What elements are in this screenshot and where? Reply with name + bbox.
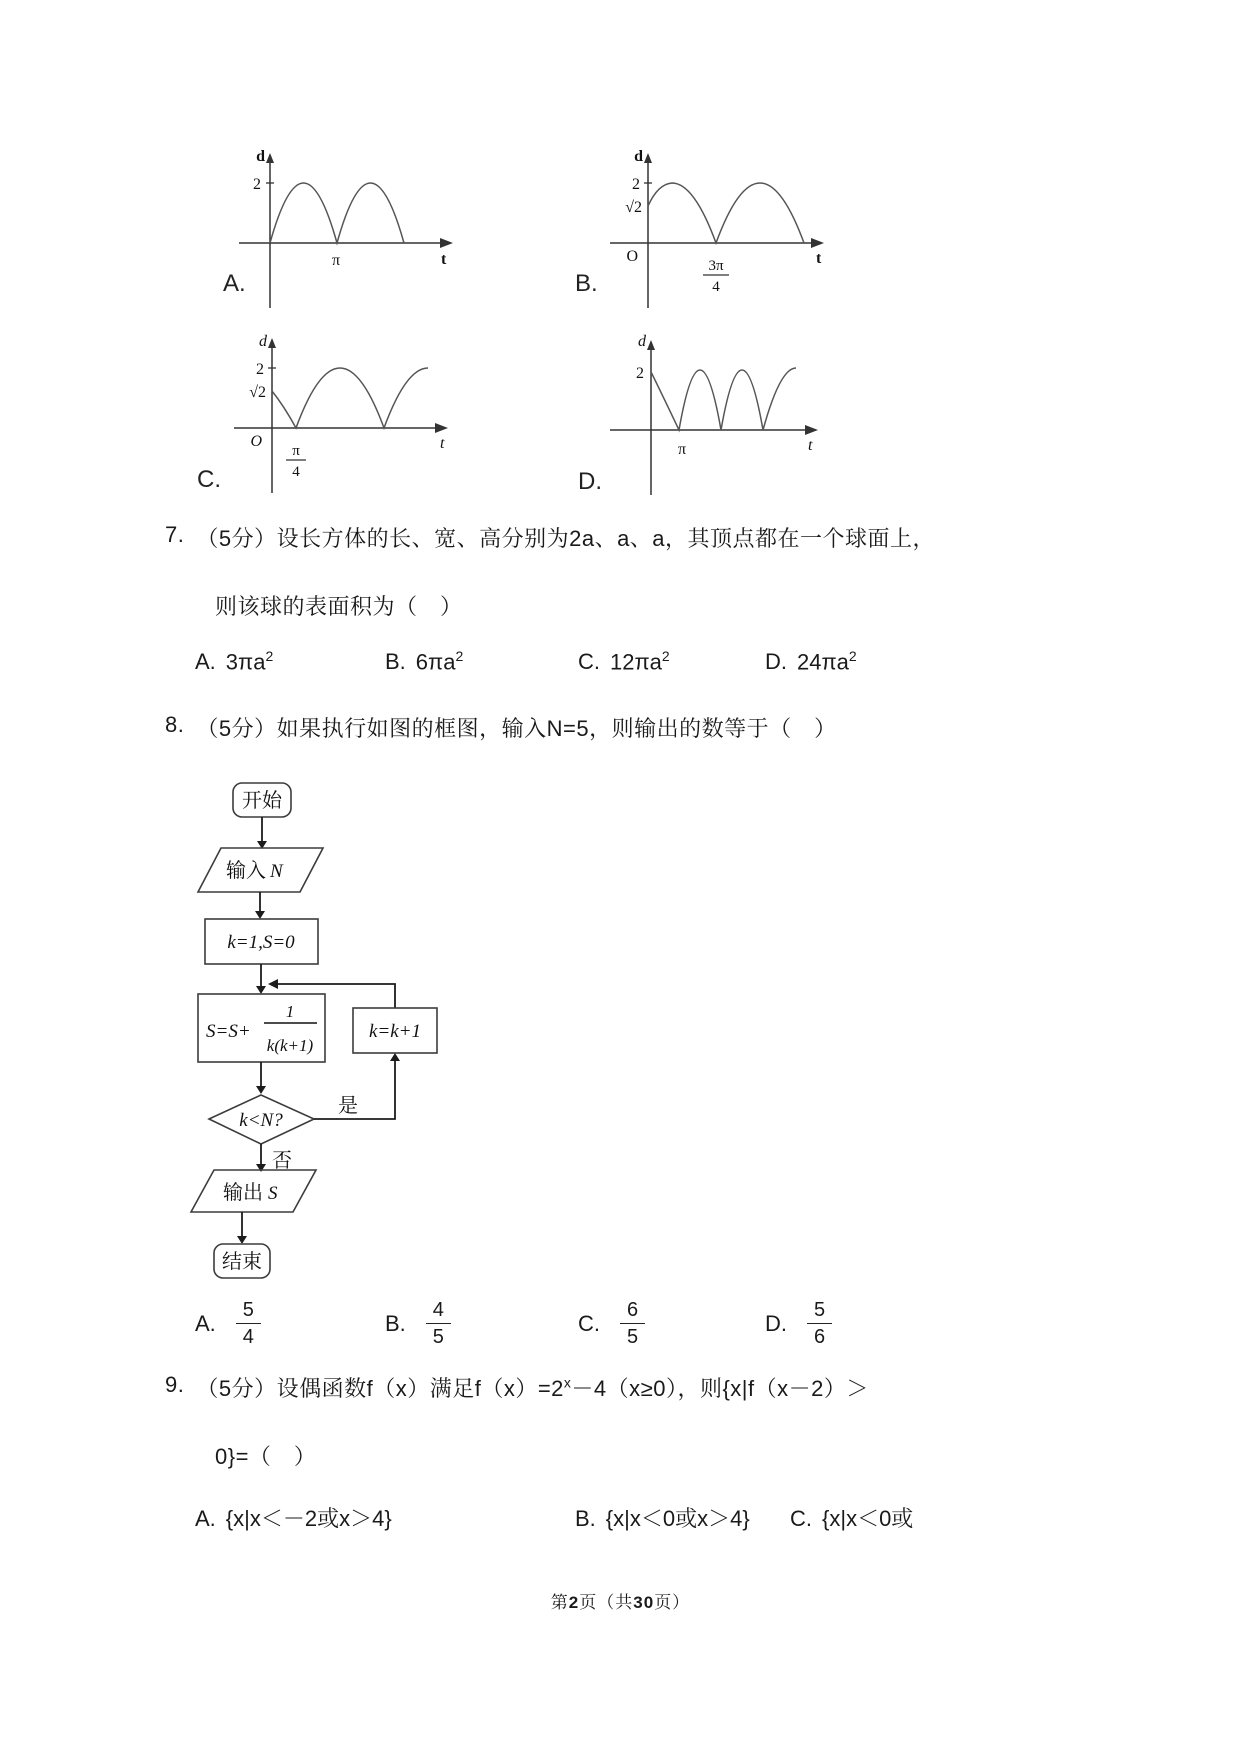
q8-text: （5分）如果执行如图的框图，输入N=5，则输出的数等于（ ） — [196, 716, 837, 741]
q9-number: 9. — [165, 1372, 185, 1397]
graph-d-xtick: π — [677, 441, 687, 458]
graph-a-letter: A. — [223, 270, 246, 297]
flow-acc-numerator: 1 — [285, 1002, 295, 1021]
graph-b-xlabel: t — [816, 250, 822, 267]
graph-b-intercept: √2 — [625, 199, 642, 216]
q8-number: 8. — [165, 712, 185, 737]
q7-line1 — [165, 522, 935, 553]
q8-line — [165, 712, 837, 743]
graph-a-xtick: π — [331, 252, 341, 269]
graph-a-xlabel: t — [441, 251, 447, 268]
q9-line1 — [165, 1372, 869, 1403]
q9-line2: 0}=（ ） — [215, 1444, 317, 1469]
graph-c-xlabel: t — [440, 435, 445, 452]
graph-c-ylabel: d — [259, 333, 267, 350]
flow-input-label: 输入 — [226, 860, 266, 882]
flow-increment: k=k+1 — [368, 1021, 422, 1042]
graph-b-ytick: 2 — [632, 176, 640, 193]
q7-option-d: D. $24\pi a^2$ — [765, 648, 857, 675]
q8-option-d: D. $\frac{5}{6}$ — [765, 1298, 832, 1349]
q9-option-c: C. {x|x＜0或 — [790, 1506, 914, 1531]
graph-d-xlabel: t — [808, 437, 813, 454]
graph-b-ylabel: d — [634, 148, 643, 165]
graph-c-xtick-den: 4 — [292, 464, 300, 480]
q7-option-b: B. $6\pi a^2$ — [385, 648, 464, 675]
flow-no-label: 否 — [272, 1150, 292, 1172]
q8-option-a: A. $\frac{5}{4}$ — [195, 1298, 261, 1349]
graph-d-ylabel: d — [638, 333, 646, 350]
flow-condition: k<N? — [239, 1110, 283, 1131]
flow-acc-denominator: k(k+1) — [266, 1036, 314, 1055]
graph-b-plot — [596, 143, 836, 313]
graph-c-xtick-num: π — [292, 443, 300, 459]
graph-c-plot — [220, 328, 460, 498]
q9-option-b: B. {x|x＜0或x＞4} — [575, 1506, 750, 1531]
flow-input-var: N — [270, 861, 283, 882]
graph-c-letter: C. — [197, 466, 221, 493]
footer-page-number: 2 — [568, 1593, 580, 1612]
graph-b-origin: O — [626, 248, 638, 265]
flow-init: k=1,S=0 — [227, 932, 295, 953]
q7-option-c: C. $12\pi a^2$ — [578, 648, 670, 675]
graph-b-letter: B. — [575, 270, 598, 297]
q7-option-a: A. $3\pi a^2$ — [195, 648, 274, 675]
graph-b-xtick-num: 3π — [708, 258, 724, 274]
flow-end: 结束 — [222, 1251, 262, 1273]
graph-a-ylabel: d — [256, 148, 265, 165]
flow-output-label: 输出 — [223, 1182, 263, 1204]
flow-acc-prefix: S=S+ — [206, 1021, 251, 1042]
q7-line2: 则该球的表面积为（ ） — [215, 594, 463, 619]
flow-output-var: S — [268, 1183, 278, 1204]
graph-c-origin: O — [250, 433, 262, 450]
graph-a-ytick: 2 — [253, 176, 261, 193]
q8-option-c: C. $\frac{6}{5}$ — [578, 1298, 645, 1349]
graph-c-ytick: 2 — [256, 361, 264, 378]
graph-c-intercept: √2 — [249, 384, 266, 401]
graph-d-letter: D. — [578, 468, 602, 495]
q9-text: （5分）设偶函数f（x）满足$f(x)=2^x-4(x\ge 0)$，则{x|f（x－2）＞ — [196, 1374, 869, 1401]
q7-text: （5分）设长方体的长、宽、高分别为2a、a、a，其顶点都在一个球面上， — [196, 526, 936, 551]
q7-number: 7. — [165, 522, 185, 547]
q9-option-a: A. {x|x＜－2或x＞4} — [195, 1506, 392, 1531]
q8-option-b: B. $\frac{4}{5}$ — [385, 1298, 451, 1349]
graph-d-ytick: 2 — [636, 365, 644, 382]
graph-d-plot — [596, 330, 836, 500]
flow-yes-label: 是 — [338, 1095, 358, 1117]
graph-b-xtick-den: 4 — [712, 279, 720, 295]
footer-total-pages: 30 — [633, 1593, 655, 1612]
q8-flowchart — [160, 770, 460, 1295]
flow-start: 开始 — [242, 790, 282, 812]
page-footer: 第2页（共30页） — [550, 1593, 691, 1612]
graph-a-plot — [225, 143, 465, 313]
